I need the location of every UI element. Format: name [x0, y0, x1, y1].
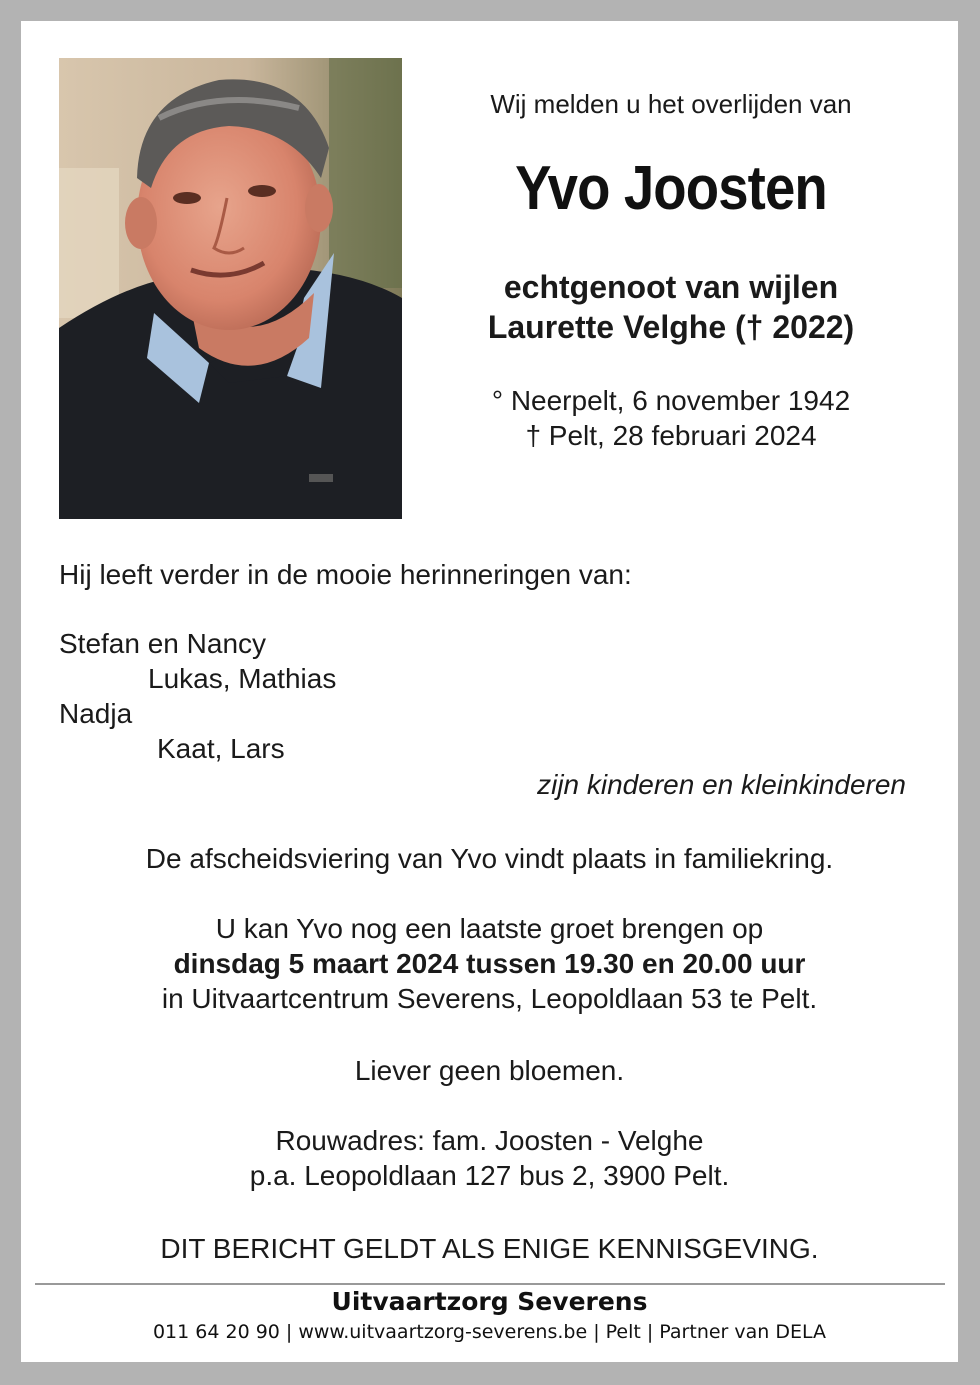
family-member: Kaat, Lars [157, 733, 285, 764]
company-name: Uitvaartzorg Severens [331, 1287, 648, 1316]
no-flowers-note: Liever geen bloemen. [354, 1055, 625, 1086]
family-list [59, 626, 336, 766]
portrait-photo [59, 58, 402, 519]
spouse-line-2: Laurette Velghe († 2022) [487, 309, 855, 345]
family-member: Nadja [59, 698, 133, 729]
birth-date: ° Neerpelt, 6 november 1942 [491, 385, 851, 416]
address-line-1: Rouwadres: fam. Joosten - Velghe [275, 1125, 704, 1156]
spouse-info [401, 267, 941, 347]
mourning-address [21, 1123, 958, 1193]
spouse-line-1: echtgenoot van wijlen [503, 269, 839, 305]
footer-divider [35, 1283, 945, 1285]
visit-location: in Uitvaartcentrum Severens, Leopoldlaan 53 te Pelt. [161, 983, 818, 1014]
visit-info [21, 911, 958, 1016]
farewell-note: De afscheidsviering van Yvo vindt plaats in familiekring. [145, 843, 834, 874]
official-notice: DIT BERICHT GELDT ALS ENIGE KENNISGEVING. [160, 1233, 819, 1264]
memories-intro: Hij leeft verder in de mooie herinneringen van: [59, 559, 632, 590]
visit-datetime: dinsdag 5 maart 2024 tussen 19.30 en 20.00 uur [173, 948, 806, 979]
obituary-card [21, 21, 958, 1362]
family-member: Stefan en Nancy [59, 628, 267, 659]
intro-text: Wij melden u het overlijden van [490, 89, 852, 119]
relation-note: zijn kinderen en kleinkinderen [537, 769, 906, 800]
family-member: Lukas, Mathias [148, 663, 337, 694]
deceased-name: Yvo Joosten [515, 154, 827, 223]
death-date: † Pelt, 28 februari 2024 [525, 420, 817, 451]
visit-line-1: U kan Yvo nog een laatste groet brengen op [215, 913, 764, 944]
company-contact: 011 64 20 90 | www.uitvaartzorg-severens.be | Pelt | Partner van DELA [152, 1321, 827, 1343]
life-dates [401, 383, 941, 453]
address-line-2: p.a. Leopoldlaan 127 bus 2, 3900 Pelt. [249, 1160, 730, 1191]
